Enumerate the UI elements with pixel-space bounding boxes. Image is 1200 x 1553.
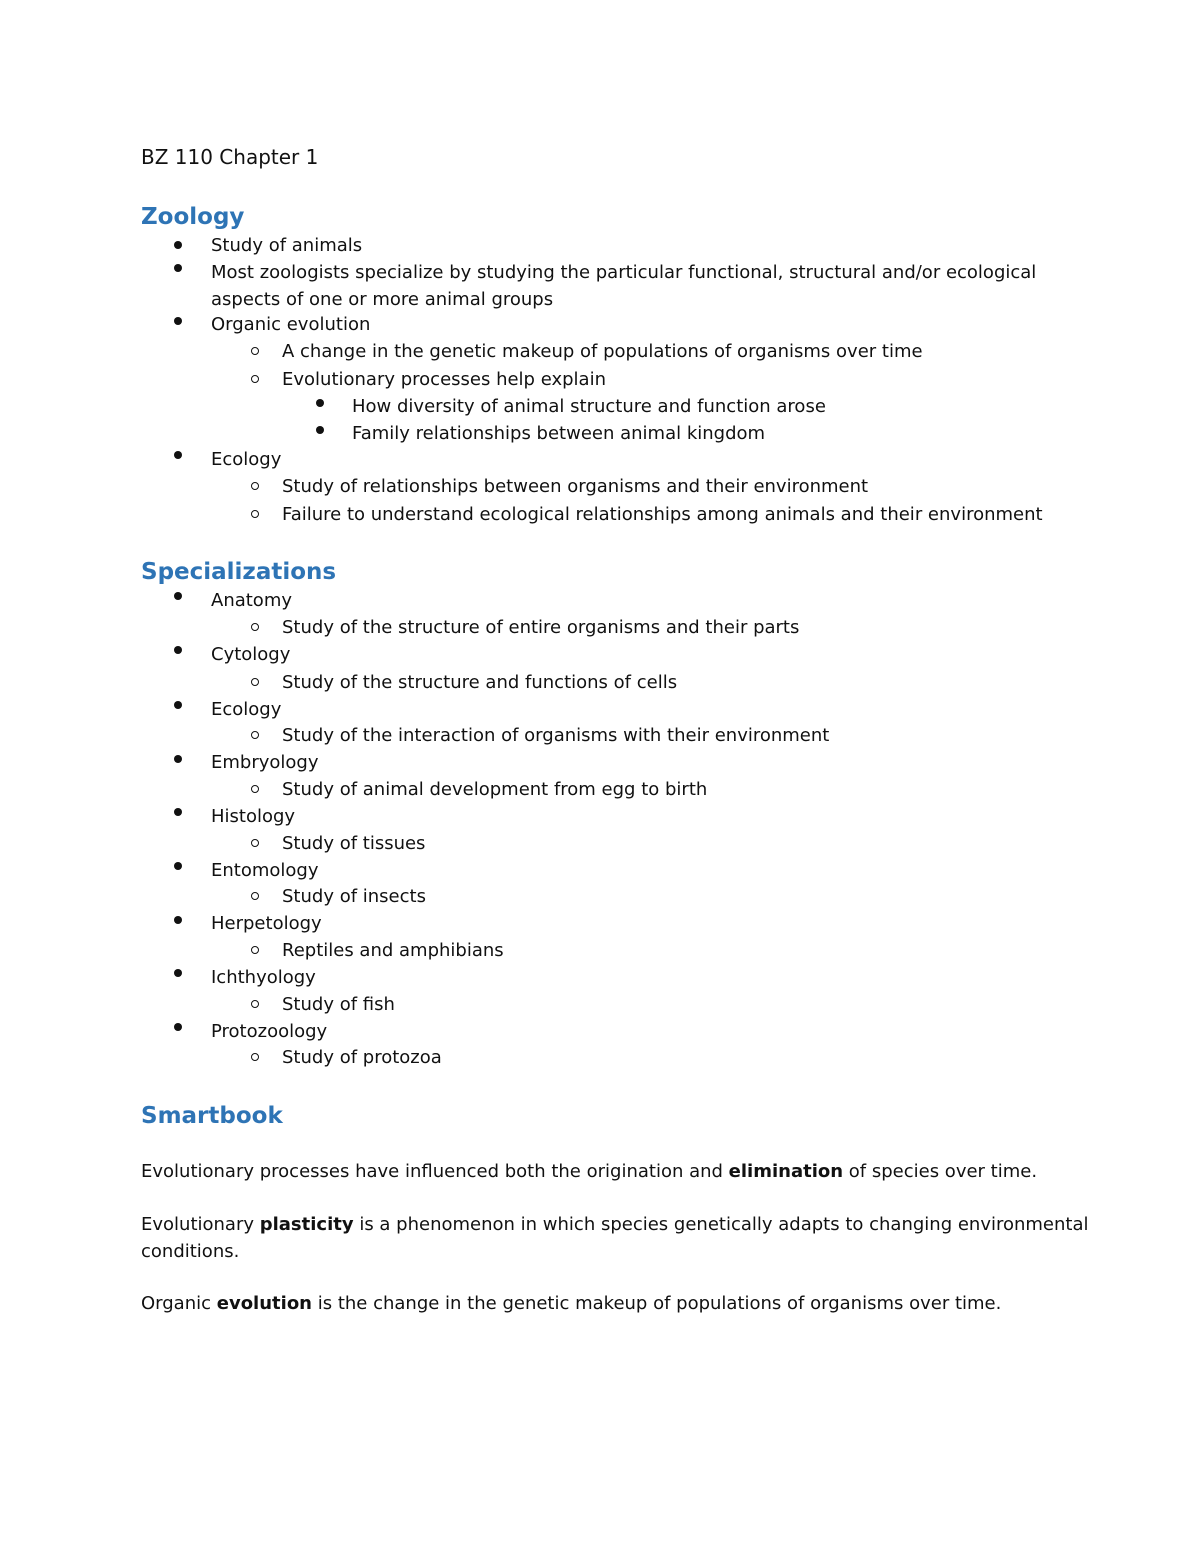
bullet-icon [174,862,182,870]
paragraph-text: is the change in the genetic makeup of populations of organisms over time. [312,1293,1002,1314]
bullet-icon [174,808,182,816]
hollow-bullet-icon [251,892,259,900]
paragraph-continuation: conditions. [141,1241,240,1262]
hollow-bullet-icon [251,1053,259,1061]
list-item: Ichthyology [211,967,316,988]
list-item: Study of insects [282,886,426,907]
list-item: Study of fish [282,994,395,1015]
hollow-bullet-icon [251,375,259,383]
paragraph-text: Evolutionary processes have influenced both the origination and [141,1161,729,1182]
bullet-icon [316,399,324,407]
hollow-bullet-icon [251,946,259,954]
list-item: Study of the interaction of organisms with their environment [282,725,830,746]
paragraph-text: Evolutionary [141,1214,260,1235]
list-item: A change in the genetic makeup of populations of organisms over time [282,341,923,362]
list-item: Study of animal development from egg to birth [282,779,708,800]
list-item: Ecology [211,699,282,720]
list-item: Most zoologists specialize by studying the particular functional, structural and/or ecological [211,262,1037,283]
list-item: Protozoology [211,1021,328,1042]
paragraph-elimination [141,1160,1037,1184]
list-item: Evolutionary processes help explain [282,369,606,390]
paragraph-plasticity [141,1213,1089,1237]
list-item: Organic evolution [211,314,371,335]
bullet-icon [174,916,182,924]
list-item: Histology [211,806,296,827]
heading-specializations: Specializations [141,559,337,585]
list-item: Reptiles and amphibians [282,940,504,961]
list-item: Cytology [211,644,291,665]
list-item: Entomology [211,860,319,881]
list-item: Study of relationships between organisms and their environment [282,476,869,497]
list-item-continuation: aspects of one or more animal groups [211,289,554,310]
bullet-icon [174,701,182,709]
paragraph-text: is a phenomenon in which species genetically adapts to changing environmental [353,1214,1089,1235]
list-item: Study of the structure and functions of cells [282,672,678,693]
document-title: BZ 110 Chapter 1 [141,145,319,169]
paragraph-text: of species over time. [843,1161,1038,1182]
heading-smartbook: Smartbook [141,1103,283,1129]
hollow-bullet-icon [251,623,259,631]
list-item: How diversity of animal structure and function arose [352,396,826,417]
hollow-bullet-icon [251,347,259,355]
bold-term: elimination [728,1161,844,1182]
bullet-icon [174,264,182,272]
hollow-bullet-icon [251,785,259,793]
hollow-bullet-icon [251,510,259,518]
bullet-icon [316,426,324,434]
list-item: Herpetology [211,913,322,934]
bold-term: plasticity [259,1214,354,1235]
list-item: Anatomy [211,590,293,611]
bullet-icon [174,755,182,763]
list-item: Study of tissues [282,833,426,854]
hollow-bullet-icon [251,731,259,739]
bullet-icon [174,241,182,249]
paragraph-text: Organic [141,1293,217,1314]
bullet-icon [174,451,182,459]
bullet-icon [174,592,182,600]
bullet-icon [174,646,182,654]
hollow-bullet-icon [251,839,259,847]
bold-term: evolution [216,1293,312,1314]
bullet-icon [174,317,182,325]
list-item: Embryology [211,752,319,773]
hollow-bullet-icon [251,678,259,686]
list-item: Study of animals [211,235,363,256]
paragraph-evolution [141,1292,1001,1316]
list-item: Study of the structure of entire organisms and their parts [282,617,800,638]
list-item: Ecology [211,449,282,470]
list-item: Family relationships between animal kingdom [352,423,766,444]
bullet-icon [174,969,182,977]
list-item: Study of protozoa [282,1047,442,1068]
bullet-icon [174,1023,182,1031]
hollow-bullet-icon [251,1000,259,1008]
hollow-bullet-icon [251,482,259,490]
heading-zoology: Zoology [141,204,245,230]
list-item: Failure to understand ecological relationships among animals and their environment [282,504,1043,525]
